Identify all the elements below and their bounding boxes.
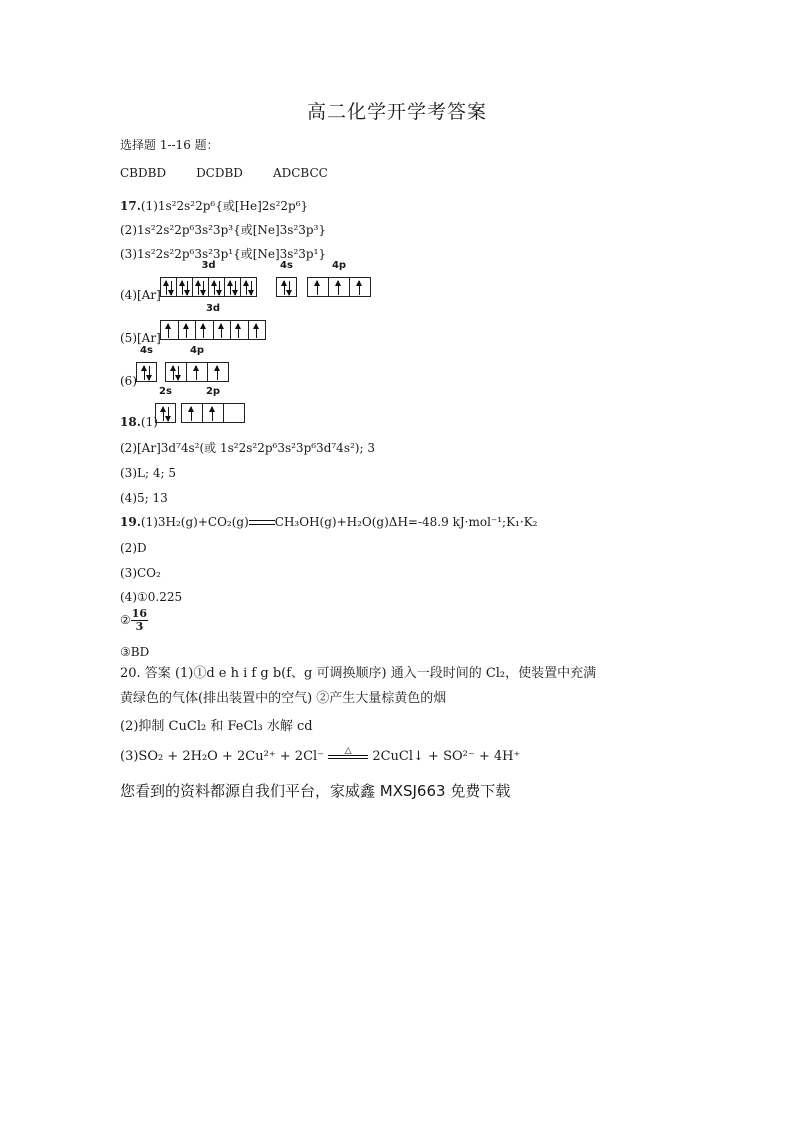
q18-answer-4: (4)5; 13 — [120, 491, 168, 505]
mc-answers-group-2: DCDBD — [196, 166, 243, 180]
q18-answer-1-prefix: 18.(1) — [120, 415, 158, 429]
orbital-4p-q17-6: 4p — [165, 362, 229, 382]
orbital-2s-q18-1: 2s — [155, 403, 176, 423]
page-title: 高二化学开学考答案 — [306, 101, 487, 123]
q19-number: 19. — [120, 515, 141, 529]
q17-answer-5-prefix: (5)[Ar] — [120, 331, 161, 345]
mc-answers-group-1: CBDBD — [120, 166, 167, 180]
q20-line-3: (2)抑制 CuCl₂ 和 FeCl₃ 水解 cd — [120, 719, 313, 734]
q17-answer-1: 17.(1)1s²2s²2p⁶{或[He]2s²2p⁶} — [120, 199, 309, 213]
q19-answer-2: (2)D — [120, 541, 147, 555]
footer-notice: 您看到的资料都源自我们平台，家威鑫 MXSJ663 免费下载 — [120, 782, 511, 800]
q17-answer-6-prefix: (6) — [120, 374, 137, 388]
q20-line-4: (3)SO₂ + 2H₂O + 2Cu²⁺ + 2Cl⁻ △ 2CuCl↓ + SO²⁻ + 4H⁺ — [120, 745, 521, 764]
q17-answer-4-prefix: (4)[Ar] — [120, 288, 161, 302]
q18-number: 18. — [120, 415, 141, 429]
heating-condition-equals-icon: △ — [328, 751, 368, 763]
orbital-3d-q17-4: 3d — [160, 277, 257, 297]
mc-answers-group-3: ADCBCC — [272, 166, 328, 180]
fraction: $\frac{16}{3}$ — [131, 607, 148, 633]
q19-answer-4-3: ③BD — [120, 645, 150, 659]
q18-answer-3: (3)L; 4; 5 — [120, 466, 176, 480]
orbital-4p-q17-4: 4p — [307, 277, 371, 297]
q18-answer-2: (2)[Ar]3d⁷4s²(或 1s²2s²2p⁶3s²3p⁶3d⁷4s²); 3 — [120, 441, 375, 455]
mc-heading: 选择题 1--16 题： — [120, 138, 219, 152]
orbital-2p-q18-1: 2p — [181, 403, 245, 423]
orbital-4s-q17-6: 4s — [136, 362, 157, 382]
q20-line-2: 黄绿色的气体(排出装置中的空气) ②产生大量棕黄色的烟 — [120, 691, 447, 706]
q17-answer-2: (2)1s²2s²2p⁶3s²3p³{或[Ne]3s²3p³} — [120, 223, 327, 237]
q19-answer-4: (4)①0.225 — [120, 590, 183, 604]
orbital-3d-q17-5: 3d — [160, 320, 266, 340]
q19-answer-4-fraction: ② $\frac{16}{3}$ — [120, 607, 148, 633]
equilibrium-arrow-icon — [249, 519, 275, 527]
orbital-4s-q17-4: 4s — [276, 277, 297, 297]
q17-number: 17. — [120, 199, 141, 213]
mc-answers — [120, 165, 328, 181]
q20-line-1: 20. 答案 (1)①d e h i f g b(f、g 可调换顺序) 通入一段时间的 Cl₂，使装置中充满 — [120, 666, 597, 681]
q19-answer-3: (3)CO₂ — [120, 566, 161, 580]
q19-answer-1: 19.(1)3H₂(g)+CO₂(g) CH₃OH(g)+H₂O(g)ΔH=-48.9 kJ·mol⁻¹;K₁·K₂ — [120, 515, 538, 529]
q17-answer-3: (3)1s²2s²2p⁶3s²3p¹{或[Ne]3s²3p¹} — [120, 247, 327, 261]
